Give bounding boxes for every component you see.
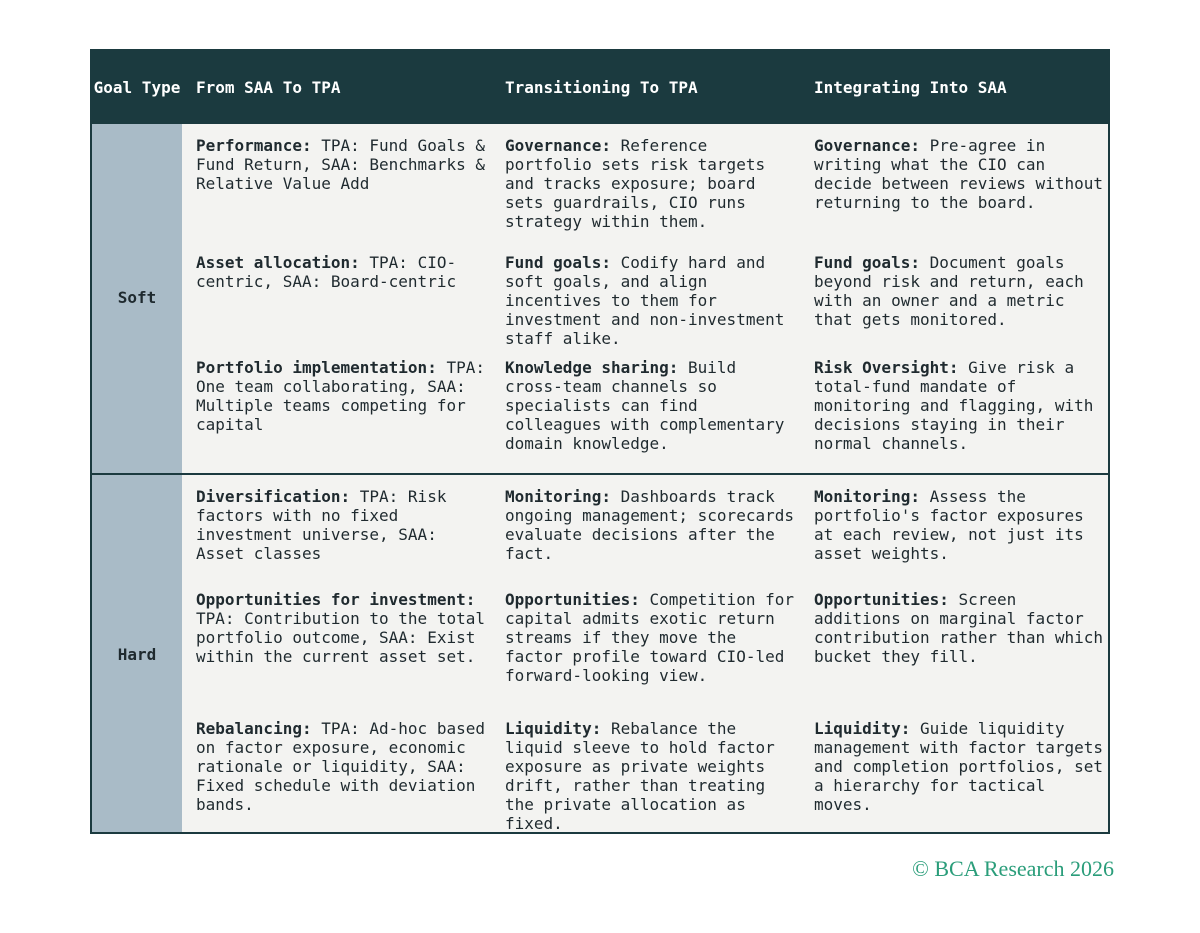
- header-from-saa-to-tpa: From SAA To TPA: [196, 78, 341, 97]
- header-integrating-into-saa: Integrating Into SAA: [814, 78, 1007, 97]
- cell-body: TPA: Fund Goals & Fund Return, SAA: Benchmarks & Relative Value Add: [196, 136, 485, 193]
- cell-label: Portfolio implementation:: [196, 358, 437, 377]
- cell-body: TPA: One team collaborating, SAA: Multiple teams competing for capital: [196, 358, 485, 434]
- table-header: [92, 51, 1108, 124]
- header-goal-type: Goal Type: [93, 78, 181, 97]
- cell-label: Fund goals:: [814, 253, 920, 272]
- cell-body: Give risk a total-fund mandate of monitoring and flagging, with decisions staying in their normal channels.: [814, 358, 1094, 453]
- cell-soft-r2-c1: [196, 253, 488, 291]
- cell-hard-r2-c2: [505, 590, 797, 685]
- cell-body: Guide liquidity management with factor targets and completion portfolios, set a hierarchy for tactical moves.: [814, 719, 1103, 814]
- cell-body: TPA: Contribution to the total portfolio outcome, SAA: Exist within the current asset set.: [196, 609, 485, 666]
- cell-hard-r2-c3: [814, 590, 1106, 666]
- cell-hard-r3-c3: [814, 719, 1106, 814]
- goal-type-soft: Soft: [117, 288, 157, 307]
- cell-soft-r3-c3: [814, 358, 1106, 453]
- cell-soft-r3-c2: [505, 358, 797, 453]
- cell-label: Opportunities:: [505, 590, 640, 609]
- goal-table: [90, 49, 1110, 834]
- cell-hard-r3-c2: [505, 719, 797, 833]
- cell-hard-r3-c1: [196, 719, 488, 814]
- cell-soft-r2-c3: [814, 253, 1106, 329]
- cell-label: Governance:: [505, 136, 611, 155]
- cell-hard-r1-c1: [196, 487, 488, 563]
- cell-label: Monitoring:: [814, 487, 920, 506]
- cell-label: Asset allocation:: [196, 253, 360, 272]
- goal-type-hard: Hard: [117, 645, 157, 664]
- cell-body: Screen additions on marginal factor contribution rather than which bucket they fill.: [814, 590, 1103, 666]
- cell-label: Opportunities:: [814, 590, 949, 609]
- cell-soft-r1-c2: [505, 136, 797, 231]
- cell-body: Codify hard and soft goals, and align incentives to them for investment and non-investment staff alike.: [505, 253, 785, 348]
- goal-type-column: [92, 124, 182, 832]
- cell-label: Diversification:: [196, 487, 351, 506]
- cell-label: Liquidity:: [814, 719, 911, 738]
- cell-label: Monitoring:: [505, 487, 611, 506]
- cell-label: Performance:: [196, 136, 312, 155]
- cell-soft-r2-c2: [505, 253, 797, 348]
- header-transitioning-to-tpa: Transitioning To TPA: [505, 78, 698, 97]
- cell-body: Reference portfolio sets risk targets and tracks exposure; board sets guardrails, CIO runs strategy within them.: [505, 136, 766, 231]
- cell-label: Risk Oversight:: [814, 358, 959, 377]
- cell-body: Document goals beyond risk and return, each with an owner and a metric that gets monitored.: [814, 253, 1084, 329]
- group-divider: [92, 473, 1108, 475]
- cell-label: Rebalancing:: [196, 719, 312, 738]
- cell-body: Build cross-team channels so specialists can find colleagues with complementary domain knowledge.: [505, 358, 785, 453]
- cell-label: Knowledge sharing:: [505, 358, 679, 377]
- cell-hard-r2-c1: [196, 590, 488, 666]
- cell-soft-r1-c3: [814, 136, 1106, 212]
- cell-hard-r1-c3: [814, 487, 1106, 563]
- cell-label: Governance:: [814, 136, 920, 155]
- cell-body: Rebalance the liquid sleeve to hold factor exposure as private weights drift, rather than treating the private allocation as fixed.: [505, 719, 775, 833]
- cell-soft-r3-c1: [196, 358, 488, 434]
- copyright-footer: © BCA Research 2026: [912, 856, 1114, 881]
- cell-body: Pre-agree in writing what the CIO can decide between reviews without returning to the board.: [814, 136, 1103, 212]
- cell-label: Fund goals:: [505, 253, 611, 272]
- cell-body: TPA: Risk factors with no fixed investment universe, SAA: Asset classes: [196, 487, 447, 563]
- cell-label: Opportunities for investment:: [196, 590, 476, 609]
- cell-label: Liquidity:: [505, 719, 602, 738]
- cell-body: TPA: Ad-hoc based on factor exposure, economic rationale or liquidity, SAA: Fixed schedule with deviation bands.: [196, 719, 485, 814]
- cell-body: Dashboards track ongoing management; scorecards evaluate decisions after the fact.: [505, 487, 794, 563]
- cell-soft-r1-c1: [196, 136, 488, 193]
- cell-body: Assess the portfolio's factor exposures at each review, not just its asset weights.: [814, 487, 1084, 563]
- cell-body: Competition for capital admits exotic return streams if they move the factor profile toward CIO-led forward-looking view.: [505, 590, 794, 685]
- cell-body: TPA: CIO-centric, SAA: Board-centric: [196, 253, 457, 291]
- cell-hard-r1-c2: [505, 487, 797, 563]
